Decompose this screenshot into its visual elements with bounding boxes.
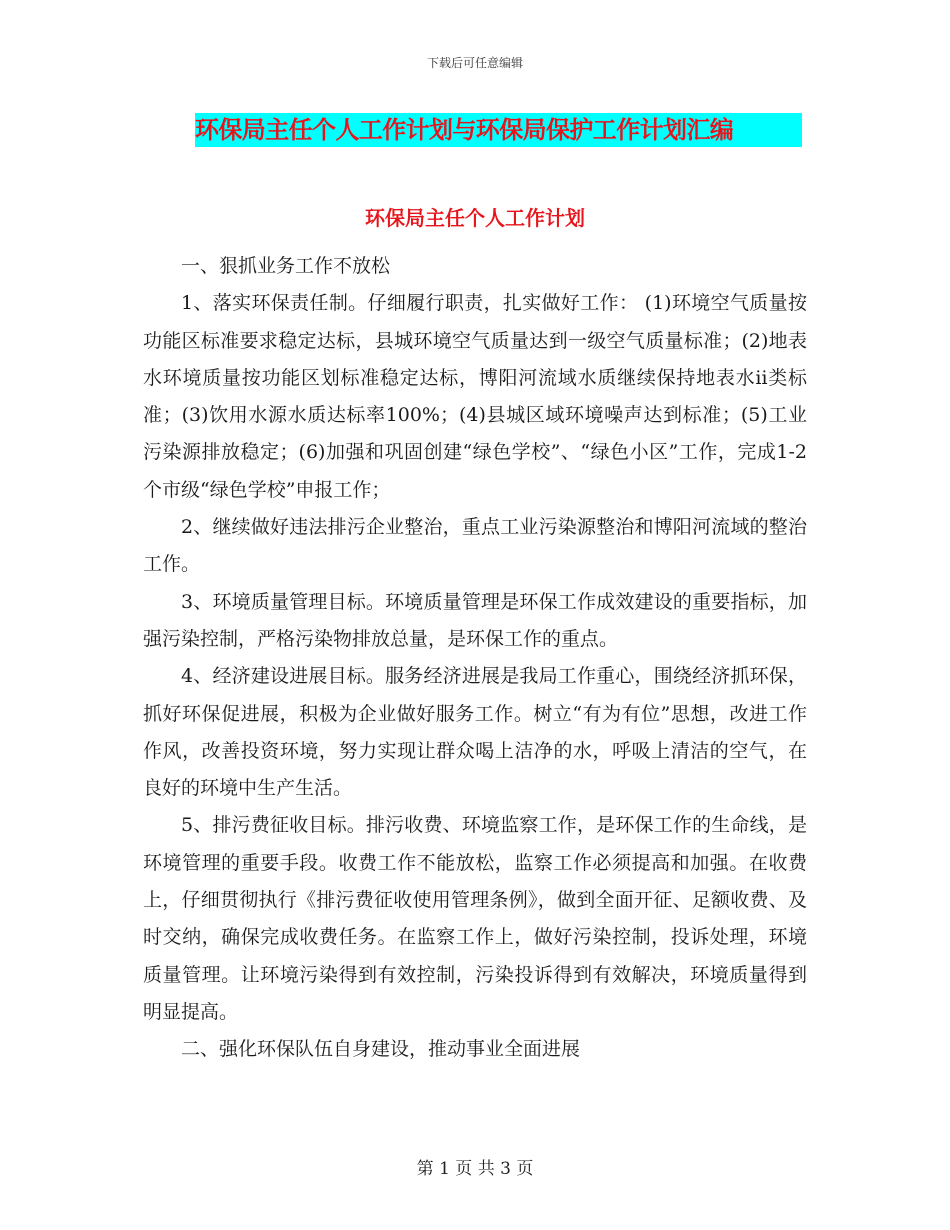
document-body (143, 248, 807, 1069)
section-title: 环保局主任个人工作计划 (365, 206, 585, 230)
section-heading-1: 一、狠抓业务工作不放松 (181, 255, 391, 277)
paragraph-item-5: 5、排污费征收目标。排污收费、环境监察工作，是环保工作的生命线，是环境管理的重要手段。收费工作不能放松，监察工作必须提高和加强。在收费上，仔细贯彻执行《排污费征收使用管理条例》，做到全面开征、足额收费、及时交纳，确保完成收费任务。在监察工作上，做好污染控制，投诉处理，环境质量管理。让环境污染得到有效控制，污染投诉得到有效解决，环境质量得到明显提高。 (143, 814, 807, 1023)
document-main-title: 环保局主任个人工作计划与环保局保护工作计划汇编 (195, 113, 802, 147)
header-note: 下载后可任意编辑 (426, 56, 523, 70)
paragraph-item-4: 4、经济建设进展目标。服务经济进展是我局工作重心，围绕经济抓环保，抓好环保促进展，积极为企业做好服务工作。树立“有为有位”思想，改进工作作风，改善投资环境，努力实现让群众喝上洁净的水，呼吸上清洁的空气，在良好的环境中生产生活。 (143, 665, 807, 800)
paragraph-item-1: 1、落实环保责任制。仔细履行职责，扎实做好工作： (1)环境空气质量按功能区标准要求稳定达标，县城环境空气质量达到一级空气质量标准；(2)地表水环境质量按功能区划标准稳定达标，博阳河流域水质继续保持地表水ⅱ类标准；(3)饮用水源水质达标率100%；(4)县城区域环境噪声达到标准；(5)工业污染源排放稳定；(6)加强和巩固创建“绿色学校”、“绿色小区”工作，完成1-2个市级“绿色学校”申报工作； (143, 292, 807, 501)
paragraph-item-2: 2、继续做好违法排污企业整治，重点工业污染源整治和博阳河流域的整治工作。 (143, 516, 807, 576)
paragraph-item-3: 3、环境质量管理目标。环境质量管理是环保工作成效建设的重要指标，加强污染控制，严格污染物排放总量，是环保工作的重点。 (143, 590, 807, 650)
section-heading-2: 二、强化环保队伍自身建设，推动事业全面进展 (181, 1038, 581, 1061)
page-number-footer: 第 1 页 共 3 页 (416, 1159, 534, 1179)
